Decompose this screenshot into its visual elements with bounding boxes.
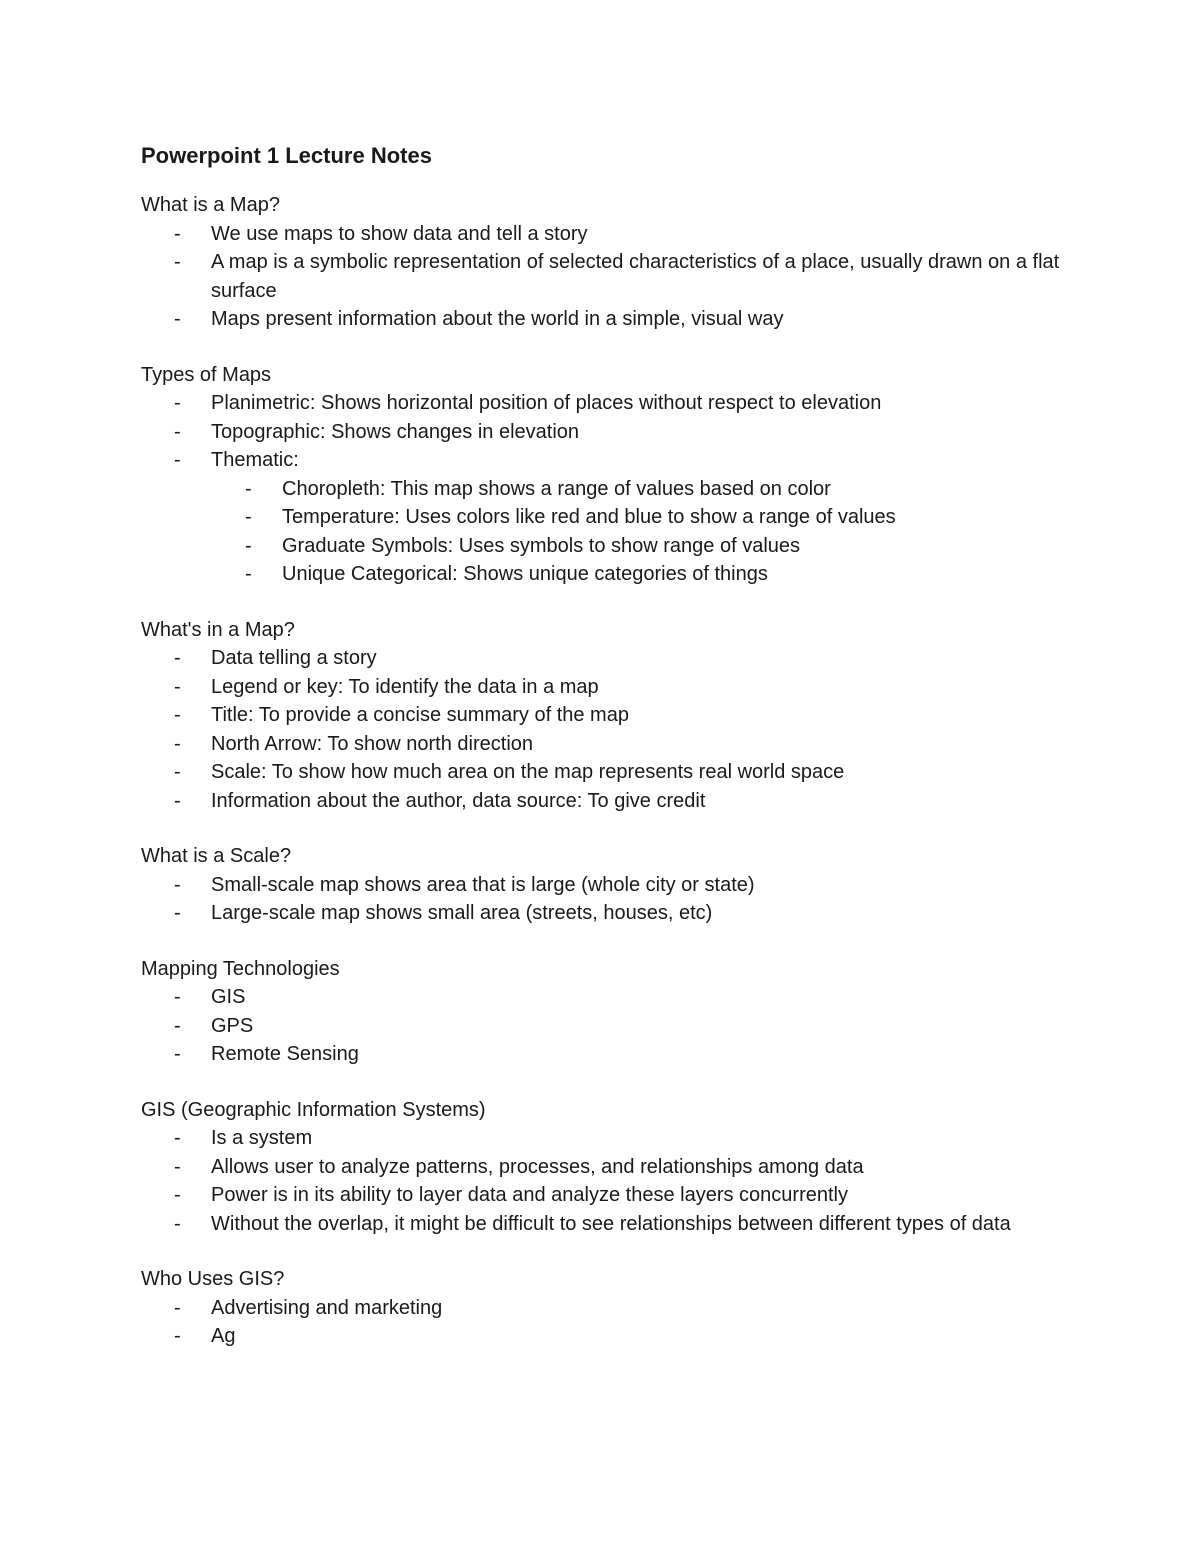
notes-section [141,1096,1061,1239]
bullet-list [141,1124,1061,1238]
notes-section [141,1265,1061,1351]
bullet-item: - Power is in its ability to layer data and analyze these layers concurrently [141,1181,1061,1210]
bullet-item: - Large-scale map shows small area (streets, houses, etc) [141,899,1061,928]
bullet-item: - Title: To provide a concise summary of the map [141,701,1061,730]
bullet-item: - GPS [141,1012,1061,1041]
bullet-item: - North Arrow: To show north direction [141,730,1061,759]
sub-bullet-item: - Unique Categorical: Shows unique categories of things [141,560,1061,589]
bullet-list [141,644,1061,815]
section-heading: What is a Map? [141,194,280,216]
bullet-item: - Ag [141,1322,1061,1351]
section-heading: What is a Scale? [141,845,292,867]
notes-section [141,616,1061,816]
bullet-list [141,983,1061,1069]
sub-bullet-item: - Temperature: Uses colors like red and blue to show a range of values [141,503,1061,532]
bullet-item: - Topographic: Shows changes in elevation [141,418,1061,447]
bullet-item: - Advertising and marketing [141,1294,1061,1323]
sub-bullet-item: - Graduate Symbols: Uses symbols to show range of values [141,532,1061,561]
bullet-item: - A map is a symbolic representation of selected characteristics of a place, usually drawn on a flat surface [141,248,1061,305]
bullet-list [141,871,1061,928]
document-page [141,140,1061,1378]
bullet-item: - Information about the author, data source: To give credit [141,787,1061,816]
bullet-item: - Small-scale map shows area that is large (whole city or state) [141,871,1061,900]
bullet-item: - Planimetric: Shows horizontal position of places without respect to elevation [141,389,1061,418]
bullet-item: - Data telling a story [141,644,1061,673]
bullet-item: - Without the overlap, it might be difficult to see relationships between different types of data [141,1210,1061,1239]
bullet-item: - Maps present information about the world in a simple, visual way [141,305,1061,334]
section-heading: GIS (Geographic Information Systems) [141,1098,486,1121]
document-body [141,191,1061,1351]
section-heading: What's in a Map? [141,618,295,641]
notes-section [141,191,1061,334]
bullet-list [141,1294,1061,1351]
bullet-item: - We use maps to show data and tell a story [141,220,1061,249]
bullet-item: - Thematic: [141,446,1061,475]
section-heading: Who Uses GIS? [141,1268,285,1290]
bullet-item: - Is a system [141,1124,1061,1153]
document-title: Powerpoint 1 Lecture Notes [141,143,432,168]
bullet-item: - Legend or key: To identify the data in a map [141,673,1061,702]
bullet-item: - Remote Sensing [141,1040,1061,1069]
section-heading: Types of Maps [141,363,272,386]
bullet-item: - Scale: To show how much area on the map represents real world space [141,758,1061,787]
sub-bullet-item: - Choropleth: This map shows a range of values based on color [141,475,1061,504]
section-heading: Mapping Technologies [141,957,340,980]
notes-section [141,955,1061,1069]
bullet-item: - GIS [141,983,1061,1012]
bullet-list [141,220,1061,334]
bullet-item: - Allows user to analyze patterns, processes, and relationships among data [141,1153,1061,1182]
notes-section [141,361,1061,589]
bullet-list [141,389,1061,589]
notes-section [141,842,1061,928]
